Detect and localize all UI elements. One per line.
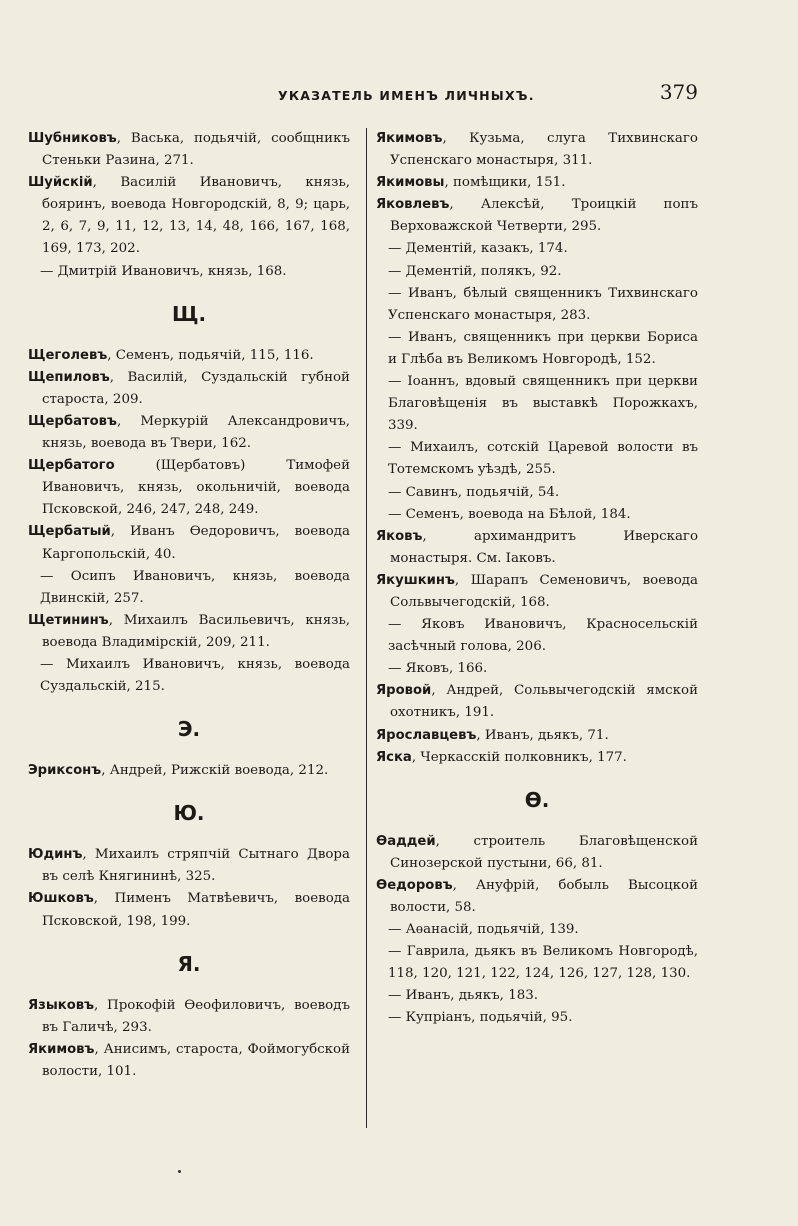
running-header: [30, 80, 698, 116]
entry-text: — Михаилъ Ивановичъ, князь, воевода Суздальскій, 215.: [40, 656, 350, 695]
entry-text: , Анисимъ, староста, Фоймогубской волости, 101.: [42, 1041, 350, 1079]
index-subentry: [28, 566, 350, 610]
index-subentry: [376, 504, 698, 526]
entry-text: , Ануфрій, бобыль Высоцкой волости, 58.: [390, 877, 698, 915]
index-subentry: [28, 654, 350, 698]
index-entry: [376, 128, 698, 172]
entry-surname: Яска: [376, 749, 412, 765]
entry-text: , Семенъ, подьячій, 115, 116.: [107, 347, 314, 363]
page-number: 379: [659, 80, 698, 104]
index-entry: [376, 680, 698, 724]
index-entry: [28, 172, 350, 260]
entry-surname: Ѳаддей: [376, 833, 436, 849]
index-entry: [28, 1039, 350, 1083]
entry-surname: Щетининъ: [28, 612, 109, 628]
index-entry: [28, 888, 350, 932]
entry-surname: Ѳедоровъ: [376, 877, 453, 893]
entry-surname: Щепиловъ: [28, 369, 110, 385]
column-divider: [366, 128, 367, 1128]
entry-surname: Юдинъ: [28, 847, 83, 863]
entry-text: — Дементій, полякъ, 92.: [388, 263, 562, 279]
entry-text: , архимандритъ Иверскаго монастыря. См. Іаковъ.: [390, 528, 698, 566]
index-entry: [28, 995, 350, 1039]
index-subentry: [376, 261, 698, 283]
index-subentry: [376, 283, 698, 327]
right-column: [376, 128, 698, 1030]
entry-surname: Шубниковъ: [28, 131, 117, 146]
section-letter: Щ.: [171, 301, 207, 326]
entry-text: — Семенъ, воевода на Бѣлой, 184.: [388, 506, 631, 522]
entry-text: — Іоаннъ, вдовый священникъ при церкви Благовѣщенія въ выставкѣ Порожкахъ, 339.: [388, 374, 698, 434]
index-subentry: [376, 941, 698, 985]
entry-surname: Яровой: [376, 683, 432, 699]
entry-text: , Андрей, Рижскій воевода, 212.: [101, 763, 329, 779]
entry-text: , Андрей, Сольвычегодскій ямской охотникъ, 191.: [390, 683, 698, 721]
index-entry: [376, 172, 698, 194]
entry-surname: Щеголевъ: [28, 347, 108, 363]
index-subentry: [376, 1007, 698, 1029]
entry-text: — Купріанъ, подьячій, 95.: [388, 1010, 573, 1026]
index-subentry: [376, 371, 698, 437]
entry-surname: Якимовъ: [28, 1041, 95, 1057]
index-entry: [28, 521, 350, 565]
index-subentry: [376, 985, 698, 1007]
entry-text: , Михаилъ Васильевичъ, князь, воевода Владимірскій, 209, 211.: [42, 612, 350, 650]
index-entry: [28, 367, 350, 411]
entry-text: , помѣщики, 151.: [444, 175, 566, 191]
entry-surname: Щербатый: [28, 524, 111, 540]
index-subentry: [376, 614, 698, 658]
entry-text: , Шарапъ Семеновичъ, воевода Сольвычегодскій, 168.: [390, 572, 698, 610]
entry-text: — Осипъ Ивановичъ, князь, воевода Двинскій, 257.: [40, 568, 350, 606]
entry-surname: Юшковъ: [28, 891, 94, 907]
index-entry: [376, 570, 698, 614]
entry-text: — Аѳанасій, подьячій, 139.: [388, 922, 579, 938]
entry-surname: Шуйскій: [28, 175, 93, 191]
entry-text: , Иванъ Өедоровичъ, воевода Каргопольскій, 40.: [42, 524, 350, 562]
entry-text: — Дмитрій Ивановичъ, князь, 168.: [40, 263, 287, 279]
index-entry: [376, 747, 698, 769]
index-entry: [376, 831, 698, 875]
entry-text: — Иванъ, священникъ при церкви Бориса и Глѣба въ Великомъ Новгородѣ, 152.: [388, 329, 698, 367]
entry-text: , Василій Ивановичъ, князь, бояринъ, воевода Новгородскій, 8, 9; царь, 2, 6, 7, 9, 11, 12, 13, 14, 48, 166, 167, 168, 169, 173, 202.: [42, 175, 350, 257]
index-subentry: [376, 327, 698, 371]
index-entry: [376, 725, 698, 747]
section-letter: Ю.: [173, 801, 205, 826]
entry-text: — Дементій, казакъ, 174.: [388, 241, 568, 257]
entry-text: , Меркурій Александровичъ, князь, воевода въ Твери, 162.: [42, 413, 350, 452]
entry-text: — Яковъ Ивановичъ, Красносельскій засѣчный голова, 206.: [388, 617, 698, 655]
entry-surname: Щербатого: [28, 458, 115, 474]
entry-text: , Кузьма, слуга Тихвинскаго Успенскаго монастыря, 311.: [390, 131, 698, 169]
index-entry: [28, 345, 350, 367]
index-subentry: [376, 919, 698, 941]
entry-text: , Пименъ Матвѣевичъ, воевода Псковской, 198, 199.: [42, 891, 350, 929]
index-subentry: [376, 437, 698, 481]
entry-text: , Василій, Суздальскій губной староста, 209.: [42, 369, 350, 407]
entry-text: — Иванъ, дьякъ, 183.: [388, 988, 539, 1004]
print-speck: [178, 1170, 181, 1173]
left-column: [28, 128, 350, 1083]
index-subentry: [28, 261, 350, 283]
entry-text: , Иванъ, дьякъ, 71.: [476, 727, 609, 743]
entry-text: — Яковъ, 166.: [388, 661, 488, 677]
entry-surname: Якимовъ: [376, 131, 443, 146]
entry-text: — Иванъ, бѣлый священникъ Тихвинскаго Успенскаго монастыря, 283.: [388, 285, 698, 323]
index-subentry: [376, 482, 698, 504]
index-entry: [28, 128, 350, 172]
entry-surname: Яковъ: [376, 528, 423, 544]
section-letter: Ѳ.: [524, 787, 550, 812]
entry-text: , Черкасскій полковникъ, 177.: [411, 749, 627, 765]
entry-surname: Якушкинъ: [376, 572, 455, 588]
entry-surname: Яковлевъ: [376, 197, 450, 213]
entry-surname: Щербатовъ: [28, 413, 117, 429]
section-letter: Я.: [177, 951, 201, 976]
section-letter: Э.: [177, 717, 201, 742]
index-subentry: [376, 238, 698, 260]
entry-text: — Гаврила, дьякъ въ Великомъ Новгородѣ, 118, 120, 121, 122, 124, 126, 127, 128, 130.: [388, 944, 698, 982]
index-entry: [28, 411, 350, 455]
entry-text: , Михаилъ стряпчій Сытнаго Двора въ селѣ Княгининѣ, 325.: [42, 847, 350, 885]
index-entry: [28, 610, 350, 654]
entry-text: , Алексѣй, Троицкій попъ Верховажской Четверти, 295.: [390, 197, 698, 235]
entry-text: — Савинъ, подьячій, 54.: [388, 484, 560, 500]
entry-text: , Прокофій Өеофиловичъ, воеводъ въ Галичѣ, 293.: [42, 997, 350, 1035]
index-entry: [28, 455, 350, 521]
index-entry: [376, 526, 698, 570]
entry-surname: Якимовы: [376, 175, 445, 191]
index-entry: [28, 760, 350, 782]
entry-text: (Щербатовъ) Тимофей Ивановичъ, князь, окольничій, воевода Псковской, 246, 247, 248, 249.: [42, 458, 350, 518]
entry-text: — Михаилъ, сотскій Царевой волости въ Тотемскомъ уѣздѣ, 255.: [388, 440, 698, 478]
entry-surname: Ярославцевъ: [376, 727, 477, 743]
index-entry: [376, 875, 698, 919]
index-entry: [376, 194, 698, 238]
index-entry: [28, 844, 350, 888]
entry-surname: Эриксонъ: [28, 763, 102, 779]
entry-surname: Языковъ: [28, 997, 95, 1013]
index-subentry: [376, 658, 698, 680]
header-title: УКАЗАТЕЛЬ ИМЕНЪ ЛИЧНЫХЪ.: [278, 88, 535, 103]
entry-text: , строитель Благовѣщенской Синозерской пустыни, 66, 81.: [390, 833, 698, 871]
entry-text: , Васька, подьячій, сообщникъ Стеньки Разина, 271.: [42, 131, 350, 169]
